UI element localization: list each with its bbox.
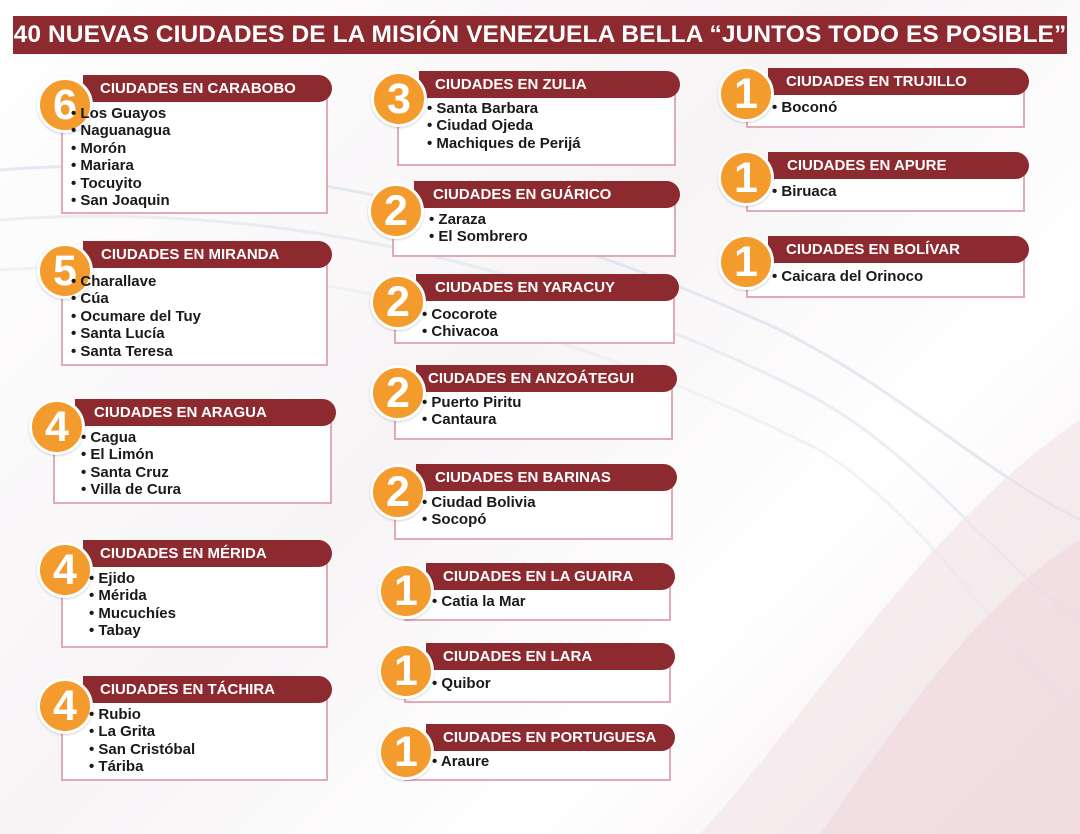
state-card-trujillo — [734, 70, 1025, 128]
city-list — [422, 394, 667, 429]
city-item: • Ejido — [89, 570, 322, 587]
city-list — [71, 105, 322, 209]
city-item: • Tocuyito — [71, 175, 322, 192]
count-badge: 3 — [371, 71, 427, 127]
count-badge: 5 — [37, 243, 93, 299]
city-item: • El Limón — [81, 446, 326, 463]
city-item: • Los Guayos — [71, 105, 322, 122]
city-item: • Santa Teresa — [71, 343, 322, 360]
count-badge: 4 — [37, 542, 93, 598]
city-item: • Santa Barbara — [427, 100, 670, 117]
state-card-guarico — [384, 186, 676, 257]
city-item: • Puerto Piritu — [422, 394, 667, 411]
city-item: • Mérida — [89, 587, 322, 604]
city-item: • Cúa — [71, 290, 322, 307]
city-item: • Ciudad Bolivia — [422, 494, 667, 511]
city-item: • San Cristóbal — [89, 741, 322, 758]
city-item: • Táriba — [89, 758, 322, 775]
state-card-yaracuy — [386, 278, 675, 344]
city-item: • Socopó — [422, 511, 667, 528]
count-badge: 1 — [378, 724, 434, 780]
count-badge: 1 — [718, 234, 774, 290]
city-list — [772, 99, 1019, 116]
state-title: CIUDADES EN GUÁRICO — [414, 181, 680, 208]
city-item: • San Joaquin — [71, 192, 322, 209]
city-list — [89, 570, 322, 640]
city-list — [432, 593, 665, 610]
state-title: CIUDADES EN YARACUY — [416, 274, 679, 301]
city-item: • Chivacoa — [422, 323, 669, 340]
count-badge: 1 — [378, 643, 434, 699]
city-item: • Araure — [432, 753, 665, 770]
city-list — [427, 100, 670, 152]
city-list — [422, 306, 669, 341]
state-title: CIUDADES EN LA GUAIRA — [426, 563, 675, 590]
state-title: CIUDADES EN APURE — [768, 152, 1029, 179]
city-item: • Mariara — [71, 157, 322, 174]
city-item: • Naguanagua — [71, 122, 322, 139]
count-badge: 6 — [37, 77, 93, 133]
city-item: • La Grita — [89, 723, 322, 740]
city-item: • Morón — [71, 140, 322, 157]
city-item: • Biruaca — [772, 183, 1019, 200]
state-card-barinas — [386, 468, 673, 540]
state-card-carabobo — [53, 80, 328, 214]
city-item: • Santa Lucía — [71, 325, 322, 342]
city-item: • Mucuchíes — [89, 605, 322, 622]
state-card-la-guaira — [394, 567, 671, 621]
state-title: CIUDADES EN TRUJILLO — [768, 68, 1029, 95]
state-title: CIUDADES EN CARABOBO — [83, 75, 332, 102]
count-badge: 2 — [368, 183, 424, 239]
city-list — [89, 706, 322, 776]
state-title: CIUDADES EN ANZOÁTEGUI — [416, 365, 677, 392]
city-list — [71, 273, 322, 360]
state-card-tachira — [53, 681, 328, 781]
city-item: • Rubio — [89, 706, 322, 723]
city-list — [432, 753, 665, 770]
city-item: • Cantaura — [422, 411, 667, 428]
count-badge: 4 — [29, 399, 85, 455]
state-title: CIUDADES EN LARA — [426, 643, 675, 670]
city-item: • Tabay — [89, 622, 322, 639]
state-card-portuguesa — [394, 728, 671, 781]
state-card-miranda — [53, 246, 328, 366]
state-title: CIUDADES EN BARINAS — [416, 464, 677, 491]
count-badge: 1 — [718, 150, 774, 206]
state-title: CIUDADES EN BOLÍVAR — [768, 236, 1029, 263]
city-list — [432, 675, 665, 692]
city-list — [772, 268, 1019, 285]
page-title: 40 NUEVAS CIUDADES DE LA MISIÓN VENEZUELA BELLA “JUNTOS TODO ES POSIBLE” — [13, 16, 1067, 54]
state-card-bolivar — [734, 238, 1025, 298]
city-list — [81, 429, 326, 499]
state-card-zulia — [387, 75, 676, 166]
count-badge: 2 — [370, 464, 426, 520]
state-title: CIUDADES EN ARAGUA — [75, 399, 336, 426]
state-card-lara — [394, 647, 671, 703]
count-badge: 1 — [378, 563, 434, 619]
city-item: • Charallave — [71, 273, 322, 290]
city-item: • Quibor — [432, 675, 665, 692]
city-list — [429, 211, 670, 246]
state-card-apure — [734, 154, 1025, 212]
state-card-merida — [53, 545, 328, 648]
city-item: • El Sombrero — [429, 228, 670, 245]
state-card-anzoategui — [386, 369, 673, 440]
city-item: • Santa Cruz — [81, 464, 326, 481]
city-list — [422, 494, 667, 529]
city-item: • Ciudad Ojeda — [427, 117, 670, 134]
count-badge: 4 — [37, 678, 93, 734]
state-title: CIUDADES EN MIRANDA — [83, 241, 332, 268]
city-list — [772, 183, 1019, 200]
city-item: • Villa de Cura — [81, 481, 326, 498]
city-item: • Boconó — [772, 99, 1019, 116]
city-item: • Ocumare del Tuy — [71, 308, 322, 325]
city-item: • Machiques de Perijá — [427, 135, 670, 152]
count-badge: 2 — [370, 365, 426, 421]
city-item: • Catia la Mar — [432, 593, 665, 610]
count-badge: 1 — [718, 66, 774, 122]
city-item: • Caicara del Orinoco — [772, 268, 1019, 285]
state-title: CIUDADES EN ZULIA — [419, 71, 680, 98]
city-item: • Cocorote — [422, 306, 669, 323]
count-badge: 2 — [370, 274, 426, 330]
state-title: CIUDADES EN MÉRIDA — [83, 540, 332, 567]
state-card-aragua — [45, 403, 332, 504]
state-title: CIUDADES EN PORTUGUESA — [426, 724, 675, 751]
state-title: CIUDADES EN TÁCHIRA — [83, 676, 332, 703]
city-item: • Zaraza — [429, 211, 670, 228]
city-item: • Cagua — [81, 429, 326, 446]
